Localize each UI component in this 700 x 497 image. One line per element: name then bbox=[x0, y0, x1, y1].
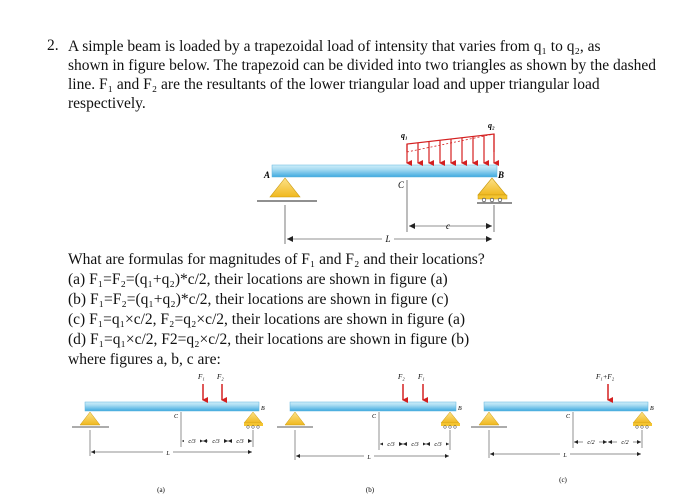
beam bbox=[85, 402, 259, 411]
label-C: C bbox=[398, 180, 405, 190]
dim-label: c/3 bbox=[188, 439, 196, 445]
force-label: F₁ bbox=[198, 373, 205, 381]
sub-figure-a bbox=[72, 373, 265, 494]
label-C: C bbox=[566, 414, 571, 420]
figures-note: where figures a, b, c are: bbox=[68, 351, 221, 368]
dim-label: c/2 bbox=[587, 440, 595, 446]
roller-wheel bbox=[252, 426, 255, 429]
label-B: B bbox=[650, 406, 654, 412]
roller-wheel bbox=[641, 426, 644, 429]
option-a: (a) F₁=F₂=(q₁+q₂)*c/2, their locations are shown in figure (a) bbox=[68, 271, 448, 288]
label-L: L bbox=[385, 234, 391, 244]
dim-label: c/3 bbox=[434, 442, 442, 448]
pin-support bbox=[270, 178, 300, 197]
figure-caption: (b) bbox=[365, 486, 375, 494]
intro-line: shown in figure below. The trapezoid can be divided into two triangles as shown by the dashed bbox=[68, 57, 657, 74]
label-B: B bbox=[261, 406, 265, 412]
beam bbox=[484, 402, 648, 411]
roller-support bbox=[441, 412, 459, 423]
label-B: B bbox=[498, 170, 505, 180]
label-q2: q₂ bbox=[488, 121, 495, 130]
roller-wheel bbox=[636, 426, 639, 429]
force-label: F₁+F₂ bbox=[596, 373, 615, 381]
label-C: C bbox=[372, 414, 377, 420]
force-label: F₂ bbox=[398, 373, 405, 381]
pin-support bbox=[285, 412, 305, 425]
label-C: C bbox=[174, 414, 179, 420]
roller-wheel bbox=[490, 198, 494, 202]
label-L: L bbox=[367, 455, 371, 461]
roller-support bbox=[633, 412, 651, 423]
label-A: A bbox=[264, 170, 271, 180]
roller-wheel bbox=[498, 198, 502, 202]
pin-support bbox=[479, 412, 499, 425]
question-text: What are formulas for magnitudes of F₁ and F₂ and their locations? bbox=[68, 251, 485, 268]
force-label: F₂ bbox=[217, 373, 224, 381]
label-L: L bbox=[563, 453, 567, 459]
beam bbox=[272, 165, 497, 177]
problem-number: 2. bbox=[47, 37, 59, 54]
option-b: (b) F₁=F₂=(q₁+q₂)*c/2, their locations are shown in figure (c) bbox=[68, 291, 449, 308]
intro-line: respectively. bbox=[68, 95, 146, 112]
roller-wheel bbox=[257, 426, 260, 429]
sub-figure-b bbox=[277, 373, 462, 494]
dim-label: c/3 bbox=[411, 442, 419, 448]
option-d: (d) F₁=q₁×c/2, F2=q₂×c/2, their locations are shown in figure (b) bbox=[68, 331, 470, 348]
roller-wheel bbox=[482, 198, 486, 202]
figure-caption: (a) bbox=[157, 486, 165, 494]
dim-label: c/3 bbox=[387, 442, 395, 448]
dim-label: c/3 bbox=[236, 439, 244, 445]
sub-figure-c bbox=[471, 373, 654, 484]
roller-wheel bbox=[646, 426, 649, 429]
roller-support bbox=[244, 412, 262, 423]
label-B: B bbox=[458, 406, 462, 412]
label-L: L bbox=[166, 451, 170, 457]
intro-line: A simple beam is loaded by a trapezoidal load of intensity that varies from q₁ to q₂, as bbox=[68, 38, 601, 55]
roller-wheel bbox=[444, 426, 447, 429]
main-beam-figure bbox=[257, 121, 512, 244]
question-block bbox=[68, 250, 485, 370]
roller-wheel bbox=[449, 426, 452, 429]
label-c: c bbox=[446, 221, 450, 231]
load-arrows bbox=[407, 134, 494, 163]
dim-label: c/3 bbox=[212, 439, 220, 445]
dim-label: c/2 bbox=[621, 440, 629, 446]
roller-support bbox=[478, 178, 506, 195]
intro-line: line. F₁ and F₂ are the resultants of the lower triangular load and upper triangular load bbox=[68, 76, 600, 93]
pin-support bbox=[80, 412, 100, 425]
roller-wheel bbox=[247, 426, 250, 429]
label-q1: q₁ bbox=[401, 131, 408, 140]
roller-wheel bbox=[454, 426, 457, 429]
beam bbox=[290, 402, 456, 411]
option-c: (c) F₁=q₁×c/2, F₂=q₂×c/2, their locations are shown in figure (a) bbox=[68, 311, 466, 328]
figure-caption: (c) bbox=[559, 476, 567, 484]
force-label: F₁ bbox=[418, 373, 425, 381]
